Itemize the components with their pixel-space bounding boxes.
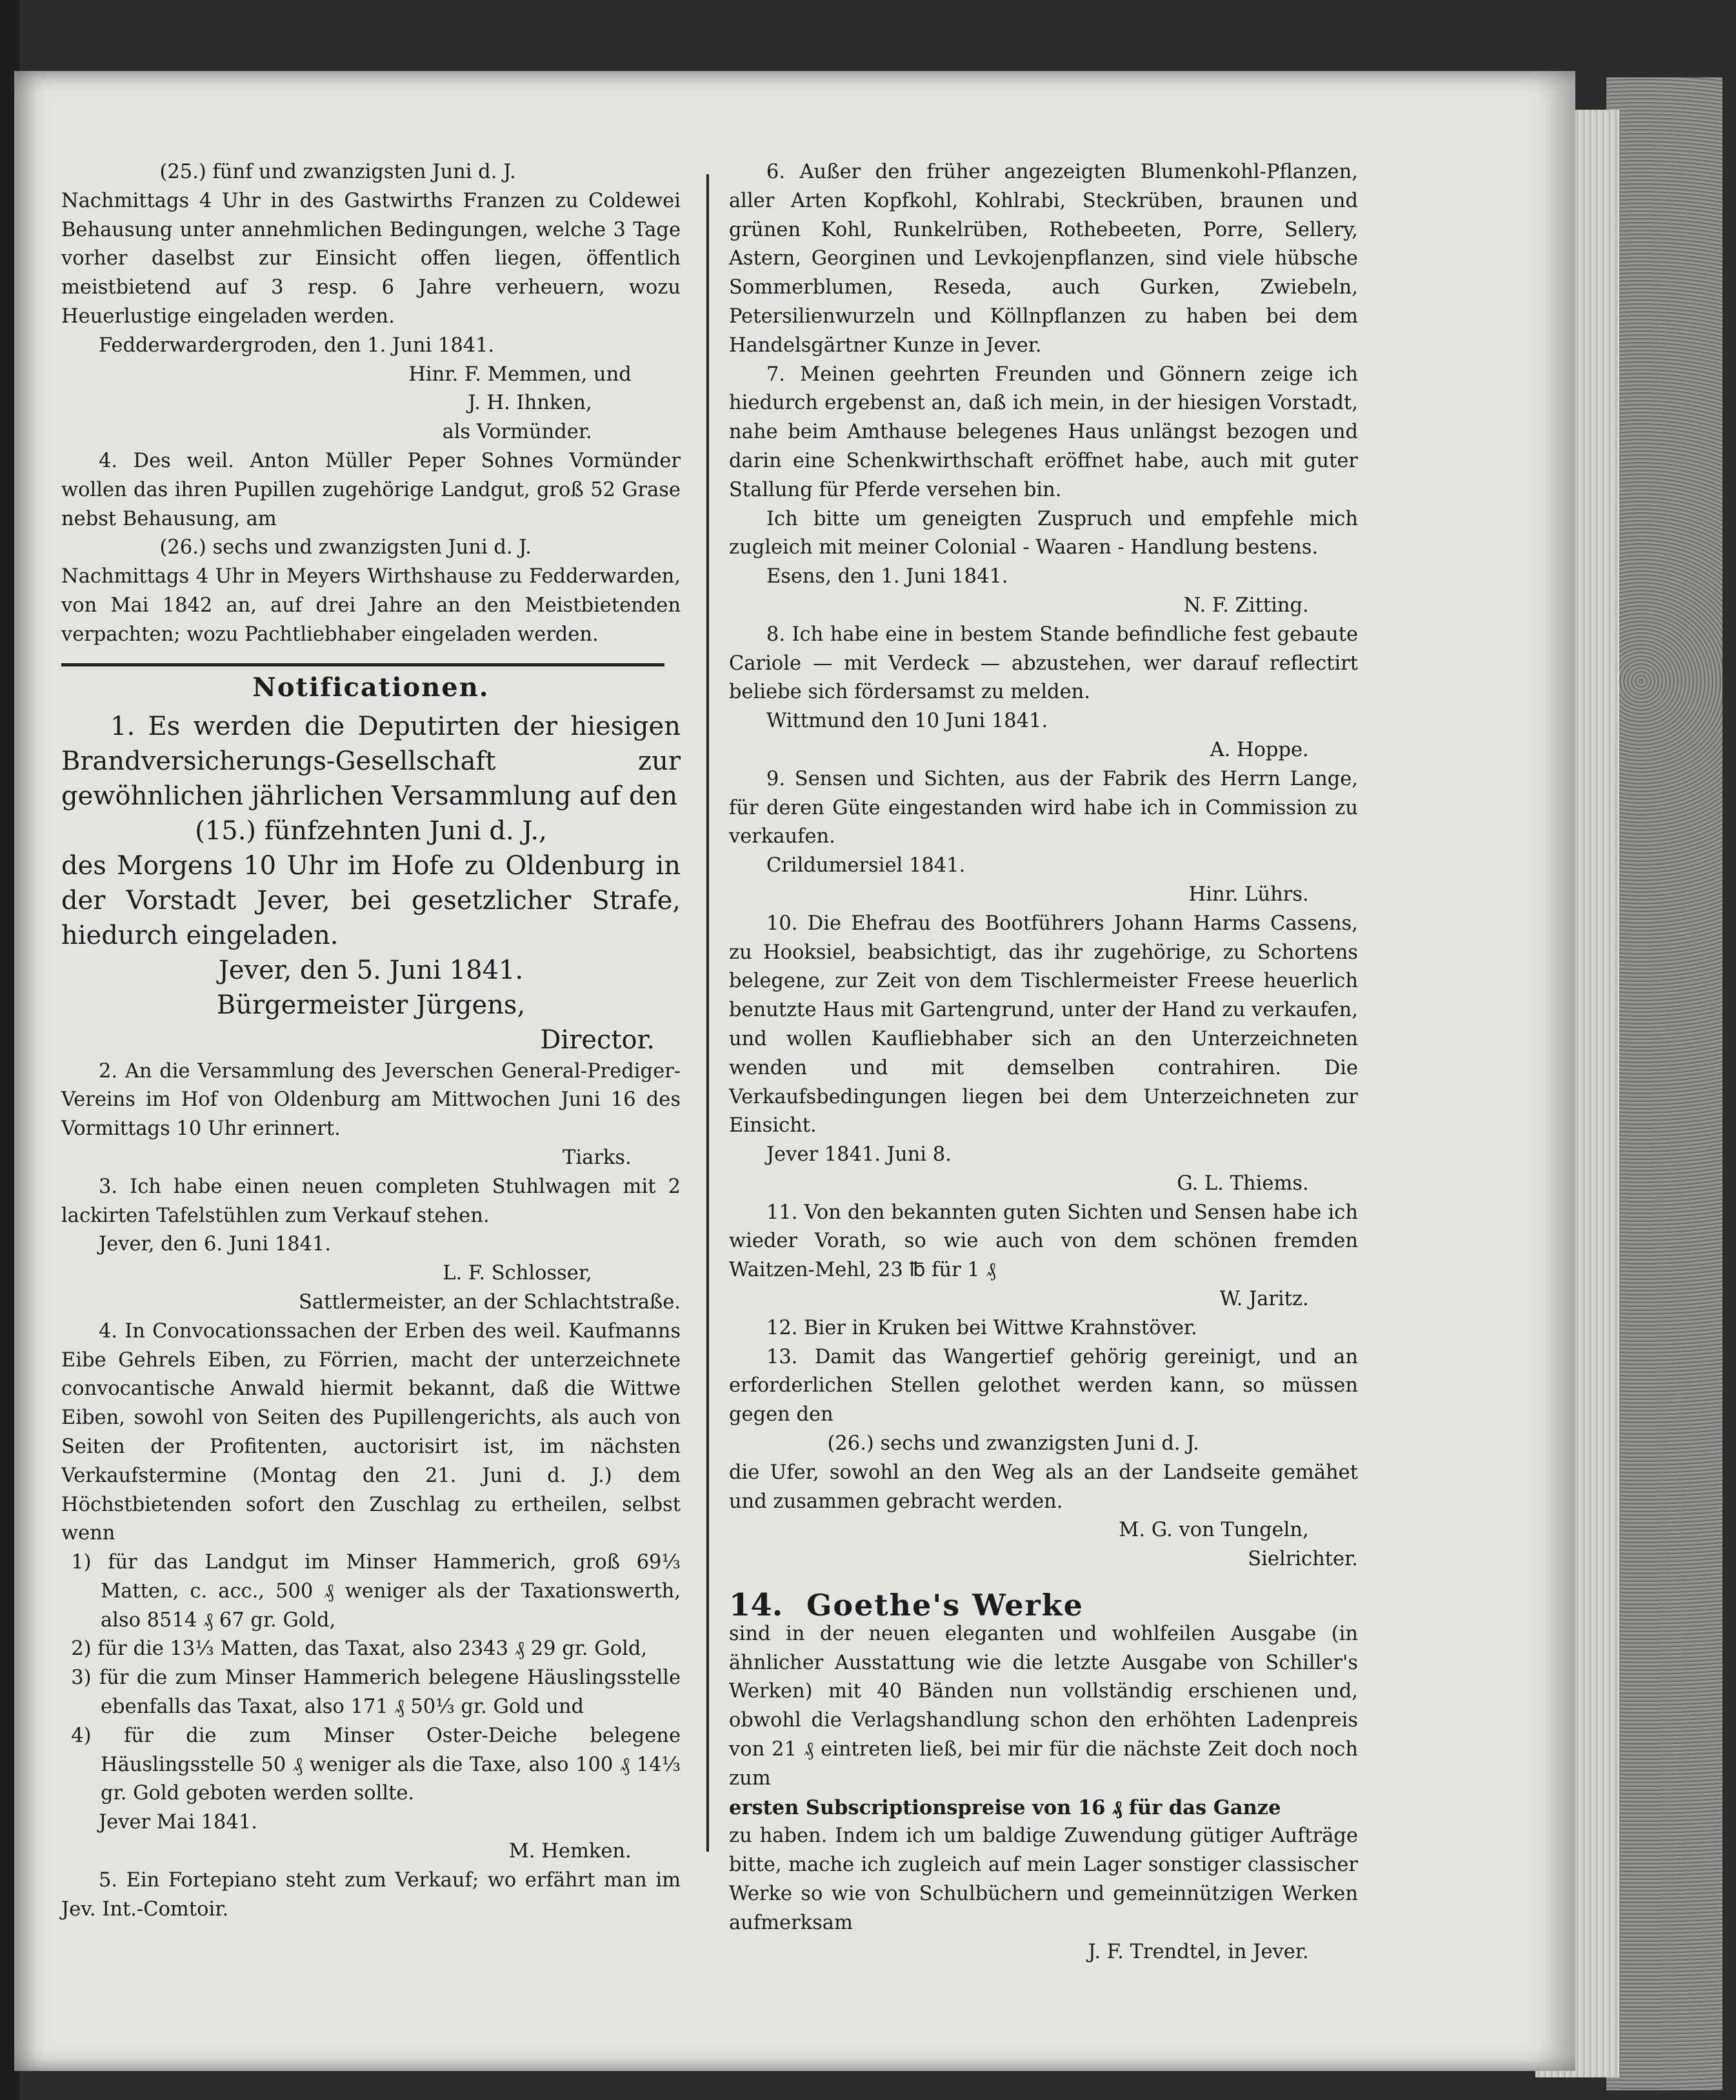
notification-14-heading xyxy=(729,1587,1358,1624)
notice-4-text: 4. Des weil. Anton Müller Peper Sohnes Vormünder wollen das ihren Pupillen zugehörige Landgut, groß 52 Grase nebst Behausung, am xyxy=(61,449,681,530)
notice-text: Nachmittags 4 Uhr in des Gastwirths Franzen zu Coldewei Behausung unter annehmlichen Bedingungen, welche 3 Tage vorher daselbst zur Einsicht offen liegen, öffentlich meistbietend auf 3 resp. 6 Jahre verheuern, wozu Heuerlustige eingeladen werden. xyxy=(61,189,681,328)
right-column xyxy=(729,158,1358,1966)
notification-14-title: Goethe's Werke xyxy=(806,1588,1084,1623)
notification-10-signature: G. L. Thiems. xyxy=(1177,1172,1309,1195)
notification-14-rest: zu haben. Indem ich um baldige Zuwendung gütiger Aufträge bitte, mache ich zugleich auf mein Lager sonstiger classischer Werke so wie von Schulbüchern und gemeinnützigen Werken aufmerksam xyxy=(729,1825,1358,1934)
notification-7-place: Esens, den 1. Juni 1841. xyxy=(766,565,1008,588)
notification-1-signature: Bürgermeister Jürgens, xyxy=(216,990,526,1020)
notification-3-text: 3. Ich habe einen neuen completen Stuhlwagen mit 2 lackirten Tafelstühlen zum Verkauf stehen. xyxy=(61,1175,681,1227)
notification-9-text: 9. Sensen und Sichten, aus der Fabrik des Herrn Lange, für deren Güte eingestanden wird habe ich in Commission zu verkaufen. xyxy=(729,767,1358,848)
notification-14-text: sind in der neuen eleganten und wohlfeilen Ausgabe (in ähnlicher Ausstattung wie die letzte Ausgabe von Schiller's Werken) mit 40 Bänden nun vollständig erschienen und, obwohl die Verlagshandlung schon den erhöhten Ladenpreis von 21 ₰ eintreten ließ, bei mir für die nächste Zeit doch noch zum xyxy=(729,1622,1358,1790)
notification-2-signature: Tiarks. xyxy=(563,1146,632,1169)
notification-13-date: (26.) sechs und zwanzigsten Juni d. J. xyxy=(827,1432,1199,1455)
notification-4-text: 4. In Convocationssachen der Erben des weil. Kaufmanns Eibe Gehrels Eiben, zu Förrien, macht der unterzeichnete convocantische Anwald hiermit bekannt, daß die Wittwe Eiben, sowohl von Seiten des Pupillengerichts, als auch von Seiten der Profitenten, auctorisirt ist, im nächsten Verkaufstermine (Montag den 21. Juni d. J.) dem Höchstbietenden sofort den Zuschlag zu ertheilen, selbst wenn xyxy=(61,1319,681,1545)
notification-13-title: Sielrichter. xyxy=(1248,1548,1358,1571)
notification-6-text: 6. Außer den früher angezeigten Blumenkohl-Pflanzen, aller Arten Kopfkohl, Kohlrabi, Steckrüben, braunen und grünen Kohl, Runkelrüben, Rothebeeten, Porre, Sellery, Astern, Georginen und Levkojenpflanzen, sind viele hübsche Sommerblumen, Reseda, auch Gurken, Zwiebeln, Petersilienwurzeln und Köllnpflanzen zu haben bei dem Handelsgärtner Kunze in Jever. xyxy=(729,161,1358,357)
notice-4-rest: Nachmittags 4 Uhr in Meyers Wirthshause zu Fedderwarden, von Mai 1842 an, auf drei Jahre an den Meistbietenden verpachten; wozu Pachtliebhaber eingeladen werden. xyxy=(61,565,681,646)
notification-13-rest: die Ufer, sowohl an den Weg als an der Landseite gemähet und zusammen gebracht werden. xyxy=(729,1461,1358,1513)
notification-4-item: 2) für die 13⅓ Matten, das Taxat, also 2343 ₰ 29 gr. Gold, xyxy=(71,1637,648,1661)
notification-4-item: 1) für das Landgut im Minser Hammerich, groß 69⅓ Matten, c. acc., 500 ₰ weniger als der Taxationswerth, also 8514 ₰ 67 gr. Gold, xyxy=(71,1551,681,1632)
notification-8-text: 8. Ich habe eine in bestem Stande befindliche fest gebaute Cariole — mit Verdeck — abzustehen, wer darauf reflectirt beliebe sich fördersamst zu melden. xyxy=(729,623,1358,704)
notification-1-title: Director. xyxy=(540,1025,655,1055)
notification-1-place: Jever, den 5. Juni 1841. xyxy=(218,955,524,985)
notification-1-text: 1. Es werden die Deputirten der hiesigen Brandversicherungs-Gesellschaft zur gewöhnlichen jährlichen Versammlung auf den xyxy=(61,711,681,811)
notification-4-place: Jever Mai 1841. xyxy=(98,1811,257,1834)
notification-9-signature: Hinr. Lührs. xyxy=(1188,883,1309,906)
notification-3-title: Sattlermeister, an der Schlachtstraße. xyxy=(299,1290,681,1314)
notification-10-text: 10. Die Ehefrau des Bootführers Johann Harms Cassens, zu Hooksiel, beabsichtigt, das ihr zugehörige, zu Schortens belegene, zur Zeit von dem Tischlermeister Freese heuerlich benutzte Haus mit Gartengrund, unter der Hand zu verkaufen, und wollen Kaufliebhaber sich an den Unterzeichneten wenden und mit demselben contrahiren. Die Verkaufsbedingungen liegen bei dem Unterzeichneten zur Einsicht. xyxy=(729,912,1358,1137)
notification-8-place: Wittmund den 10 Juni 1841. xyxy=(766,710,1048,733)
notification-13-text: 13. Damit das Wangertief gehörig gereinigt, und an erforderlichen Stellen gelothet werden kann, so müssen gegen den xyxy=(729,1345,1358,1426)
left-column xyxy=(61,158,681,1924)
notification-7-signature: N. F. Zitting. xyxy=(1183,594,1309,617)
notice-place: Fedderwardergroden, den 1. Juni 1841. xyxy=(98,334,495,357)
notification-10-place: Jever 1841. Juni 8. xyxy=(766,1143,952,1166)
notification-4-item: 3) für die zum Minser Hammerich belegene Häuslingsstelle ebenfalls das Taxat, also 171 ₰ 50⅓ gr. Gold und xyxy=(71,1666,681,1719)
notification-3-signature: L. F. Schlosser, xyxy=(443,1262,592,1285)
notification-3-place: Jever, den 6. Juni 1841. xyxy=(98,1233,332,1256)
notification-1-date: (15.) fünfzehnten Juni d. J., xyxy=(195,815,547,846)
notice-4-date: (26.) sechs und zwanzigsten Juni d. J. xyxy=(159,536,532,559)
notification-7-text: 7. Meinen geehrten Freunden und Gönnern zeige ich hiedurch ergebenst an, daß ich mein, in der hiesigen Vorstadt, nahe beim Amthause belegenes Haus unlängst bezogen und darin eine Schenkwirthschaft eröffnet habe, auch mit guter Stallung für Pferde versehen bin. xyxy=(729,363,1358,501)
notification-2-text: 2. An die Versammlung des Jeverschen General-Prediger-Vereins im Hof von Oldenburg am Mittwochen Juni 16 des Vormittags 10 Uhr erinnert. xyxy=(61,1059,681,1141)
notification-8-signature: A. Hoppe. xyxy=(1210,738,1309,761)
notice-date-25: (25.) fünf und zwanzigsten Juni d. J. xyxy=(159,161,516,183)
notice-signature: J. H. Ihnken, xyxy=(468,392,592,415)
notification-13-signature: M. G. von Tungeln, xyxy=(1119,1519,1309,1542)
notification-14-price: ersten Subscriptionspreise von 16 ₰ für das Ganze xyxy=(729,1795,1281,1819)
notification-7-text: Ich bitte um geneigten Zuspruch und empfehle mich zugleich mit meiner Colonial - Waaren - Handlung bestens. xyxy=(729,507,1358,559)
notification-11-text: 11. Von den bekannten guten Sichten und Sensen habe ich wieder Vorath, so wie auch von dem schönen fremden Waitzen-Mehl, 23 ℔ für 1 ₰ xyxy=(729,1201,1358,1282)
notice-signature: Hinr. F. Memmen, und xyxy=(408,363,632,386)
notification-14-number: 14. xyxy=(729,1587,783,1624)
notification-9-place: Crildumersiel 1841. xyxy=(766,854,966,877)
notification-4-signature: M. Hemken. xyxy=(508,1840,632,1863)
notification-14-signature: J. F. Trendtel, in Jever. xyxy=(1088,1940,1309,1963)
notification-11-signature: W. Jaritz. xyxy=(1219,1288,1309,1311)
notification-5-text: 5. Ein Fortepiano steht zum Verkauf; wo erfährt man im Jev. Int.-Comtoir. xyxy=(61,1868,681,1921)
column-divider xyxy=(706,174,709,1852)
notice-signature: als Vormünder. xyxy=(442,421,592,444)
notification-1-rest: des Morgens 10 Uhr im Hofe zu Oldenburg in der Vorstadt Jever, bei gesetzlicher Strafe, hiedurch eingeladen. xyxy=(61,850,681,950)
section-title: Notificationen. xyxy=(252,672,490,703)
book-cover-marbled xyxy=(1606,77,1722,2090)
notification-12-text: 12. Bier in Kruken bei Wittwe Krahnstöver. xyxy=(766,1316,1197,1339)
notification-4-item: 4) für die zum Minser Oster-Deiche belegene Häuslingsstelle 50 ₰ weniger als die Taxe, also 100 ₰ 14⅓ gr. Gold geboten werden sollte. xyxy=(71,1724,681,1805)
